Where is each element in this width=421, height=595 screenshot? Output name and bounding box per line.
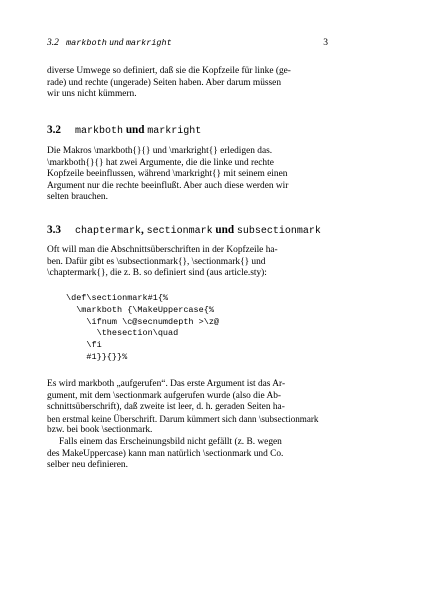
- body-line: ben erstmal keine Überschrift. Darum kümmert sich dann \subsectionmark: [47, 413, 319, 424]
- body-line: \chaptermark{}, die z. B. so definiert sind (aus article.sty):: [47, 268, 267, 279]
- section-3-3-paragraph: [47, 245, 328, 280]
- body-line: selten brauchen.: [47, 192, 108, 203]
- section-title-und: und: [212, 224, 237, 236]
- body-line: Es wird markboth „aufgerufen“. Das erste Argument ist das Ar-: [47, 379, 286, 389]
- body-line: bzw. bei book \sectionmark.: [47, 425, 153, 436]
- body-line: Argument nur die rechte beeinflußt. Aber auch diese werden wir: [47, 180, 289, 191]
- page-number: 3: [323, 38, 328, 48]
- body-line: Kopfzeile beeinflussen, während \markright{} mit seinem einen: [47, 169, 288, 180]
- code-listing: [66, 293, 328, 364]
- section-title-chaptermark: chaptermark: [75, 226, 142, 237]
- body-line: ben. Dafür gibt es \subsectionmark{}, \sectionmark{} und: [47, 256, 266, 267]
- body-line: \markboth{}{} hat zwei Argumente, die die linke und rechte: [47, 157, 274, 168]
- section-title-sectionmark: sectionmark: [146, 226, 213, 237]
- running-header: [47, 38, 328, 48]
- code-line: \markboth {\MakeUppercase{%: [66, 304, 214, 315]
- header-section-number: 3.2: [47, 38, 59, 48]
- body-line: des MakeUppercase) kann man natürlich \sectionmark und Co.: [47, 448, 284, 459]
- section-title-markright: markright: [147, 126, 202, 137]
- section-3-2-paragraph: [47, 146, 328, 204]
- code-line: #1}}{}}%: [66, 351, 128, 362]
- body-line: selber neu definieren.: [47, 460, 128, 471]
- header-title-markright: markright: [125, 38, 172, 48]
- section-heading-3-3: [47, 224, 328, 237]
- code-line: \thesection\quad: [66, 328, 179, 339]
- section-number: 3.2: [47, 124, 61, 136]
- header-title-und: und: [109, 38, 124, 48]
- code-line: \ifnum \c@secnumdepth >\z@: [66, 316, 220, 327]
- body-line: gument, mit dem \sectionmark aufgerufen wurde (also die Ab-: [47, 390, 282, 401]
- section-title-und: und: [123, 124, 148, 136]
- body-line: Oft will man die Abschnittsüberschriften in der Kopfzeile ha-: [47, 245, 278, 255]
- code-line: \def\sectionmark#1{%: [66, 293, 169, 303]
- section-heading-3-2: [47, 124, 328, 137]
- body-line: Falls einem das Erscheinungsbild nicht gefällt (z. B. wegen: [59, 436, 282, 447]
- section-title-subsectionmark: subsectionmark: [236, 226, 321, 237]
- code-line: \fi: [66, 340, 102, 351]
- header-title-markboth: markboth: [66, 38, 107, 48]
- intro-line: wir uns nicht kümmern.: [47, 89, 137, 100]
- intro-line: rade) und rechte (ungerade) Seiten haben. Aber darum müssen: [47, 77, 282, 88]
- section-title-markboth: markboth: [75, 126, 124, 137]
- body-line: schnittsüberschrift), daß zweite ist leer, d. h. geraden Seiten ha-: [47, 402, 285, 413]
- section-title-comma: ,: [141, 224, 147, 236]
- body-line: Die Makros \markboth{}{} und \markright{} erledigen das.: [47, 146, 273, 156]
- closing-paragraph: [47, 379, 328, 472]
- intro-paragraph: [47, 66, 328, 101]
- intro-line: diverse Umwege so definiert, daß sie die Kopfzeile für linke (ge-: [47, 66, 291, 76]
- section-number: 3.3: [47, 224, 61, 236]
